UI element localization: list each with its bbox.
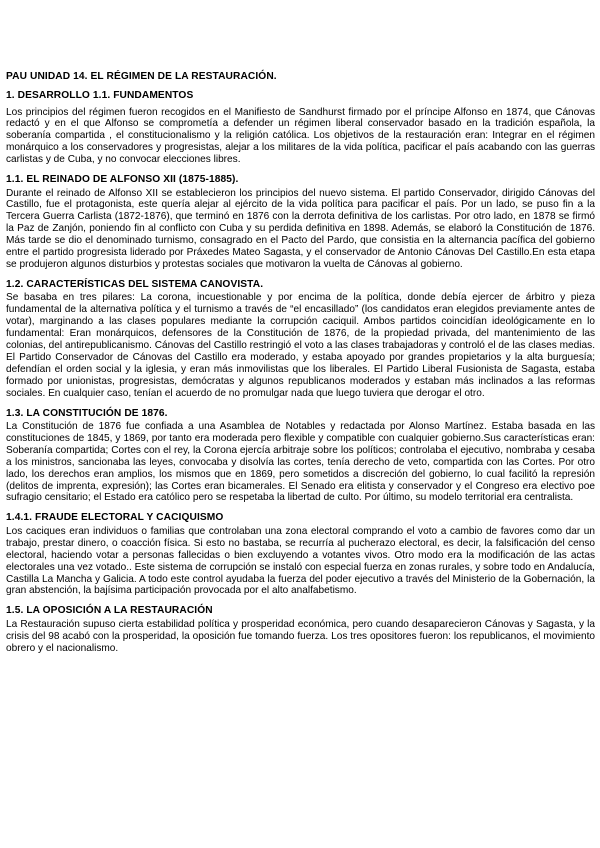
section-heading-fundamentos: 1. DESARROLLO 1.1. FUNDAMENTOS: [6, 90, 194, 101]
section-fundamentos: [6, 90, 595, 166]
section-heading-sistema-canovista: 1.2. CARACTERÍSTICAS DEL SISTEMA CANOVISTA.: [6, 278, 264, 290]
document-title: PAU UNIDAD 14. EL RÉGIMEN DE LA RESTAURACIÓN.: [6, 71, 277, 82]
section-body-oposicion: La Restauración supuso cierta estabilidad política y prosperidad económica, pero cuando desaparecieron Cánovas y Sagasta, y la crisis del 98 acabó con la prosperidad, la oposición fue tomando fuerza. Los tres opositores fueron: los republicanos, el movimiento obrero y el nacionalismo.: [6, 618, 595, 654]
section-oposicion: [6, 605, 595, 654]
section-body-constitucion-1876: La Constitución de 1876 fue confiada a una Asamblea de Notables y redactada por Alonso Martínez. Estaba basada en las constituciones de 1845, y 1869, por tanto era moderada pero flexible y compatible con cualquier gobierno.Sus características eran: Soberanía compartida; Cortes con el rey, la Corona ejercía arbitraje sobre los políticos; controlaba el ejecutivo, nombraba y cesaba a los ministros, sancionaba las leyes, convocaba y disolvía las cortes, tenía derecho de veto, compartida con las Cortes. Por otro lado, los derechos eran amplios, los mismos que en 1869, pero sometidos a discreción del gobierno, lo cual facilitó la represión (delitos de imprenta, expresión); las Cortes eran bicamerales. El Senado era elitista y conservador y el Congreso era electivo poe sufragio censitario; el Estado era católico pero se respetaba la libertad de culto. Por último, su modelo territorial era centralista.: [6, 421, 595, 504]
section-heading-constitucion-1876: 1.3. LA CONSTITUCIÓN DE 1876.: [6, 407, 168, 419]
section-reinado-alfonso-xii: [6, 174, 595, 271]
section-body-reinado-alfonso-xii: Durante el reinado de Alfonso XII se establecieron los principios del nuevo sistema. El partido Conservador, dirigido Cánovas del Castillo, fue el protagonista, este quería alejar al ejército de la vida política para pacificar el país. Por un lado, se puso fin a la Tercera Guerra Carlista (1872-1876), que terminó en 1876 con la derrota definitiva de los carlistas. Por otro lado, en 1878 se firmó la Paz de Zanjón, poniendo fin al conflicto con Cuba y su perdida definitiva en 1898. Además, se elaboró la Constitución de 1876. Más tarde se dio el denominado turnismo, consagrado en el Pacto del Pardo, que consistia en la alternancia pacífica del gobierno entre el partido progresista liderado por Práxedes Mateo Sagasta, y el conservador de Antonio Cánovas Del Castillo.En esta etapa se produjeron algunos disturbios y protestas sociales que motivaron la vuelta de Cánovas al gobierno.: [6, 187, 595, 270]
section-constitucion-1876: [6, 408, 595, 505]
section-sistema-canovista: [6, 279, 595, 400]
section-heading-oposicion: 1.5. LA OPOSICIÓN A LA RESTAURACIÓN: [6, 605, 213, 617]
section-fraude-electoral: [6, 512, 595, 597]
section-heading-reinado-alfonso-xii: 1.1. EL REINADO DE ALFONSO XII (1875-1885).: [6, 174, 239, 186]
section-body-fraude-electoral: Los caciques eran individuos o familias que controlaban una zona electoral comprando el voto a cambio de favores como dar un trabajo, prestar dinero, o coacción física. Si esto no bastaba, se recurría al pucherazo electoral, es decir, la falsificación del censo electoral, haciendo votar a personas fallecidas o bien excluyendo a votantes vivos. Otro modo era la modificación de las actas electorales una vez votado.. Este sistema de corrupción se instaló con especial fuerza en zonas rurales, y sobre todo en Andalucía, Castilla La Mancha y Galicia. A todo este control ayudaba la fuerza del poder ejecutivo a través del Ministerio de la Gobernación, la gran abstención, la bajísima participación provocada por el alto analfabetismo.: [6, 525, 595, 597]
document-page: [6, 70, 595, 663]
section-heading-fraude-electoral: 1.4.1. FRAUDE ELECTORAL Y CACIQUISMO: [6, 512, 224, 524]
section-body-sistema-canovista: Se basaba en tres pilares: La corona, incuestionable y por encima de la política, donde debía ejercer de árbitro y pieza fundamental de la alternativa política y el turnismo a través de “el encasillado” (los candidatos eran elegidos previamente antes de votar), marginando a las clases populares mediante la corrupción caciquil. Ambos partidos coincidían ideológicamente en lo fundamental: Eran monárquicos, defensores de la Constitución de 1876, de la propiedad privada, del mantenimiento de las colonias, del antirepublicanismo. Cánovas del Castillo restringió el voto a las clases trabajadoras y controló el de las clases medias. El Partido Conservador de Cánovas del Castillo era moderado, y estaba apoyado por grandes propietarios y la alta burguesía; defendían el orden social y la iglesia, y eran más inmovilistas que los liberales. El Partido Liberal Fusionista de Sagasta, estaba formado por unionistas, progresistas, demócratas y algunos republicanos moderados y estaban más inclinados a las reformas sociales. En cualquier caso, tenían el acuerdo de no promulgar nada que luego tuviera que derogar el otro.: [6, 292, 595, 399]
section-body-fundamentos: Los principios del régimen fueron recogidos en el Manifiesto de Sandhurst firmado por el príncipe Alfonso en 1874, que Cánovas redactó y en el que Alfonso se comprometía a defender un régimen liberal conservador basado en la tradición española, la soberanía compartida , el constitucionalismo y la religión católica. Los objetivos de la restauración eran: Integrar en el régimen monárquico a los conservadores y progresistas, alejar a los militares de la vida política, pacificar el país acabando con las guerras carlistas y de Cuba, y no convocar elecciones libres.: [6, 106, 595, 166]
